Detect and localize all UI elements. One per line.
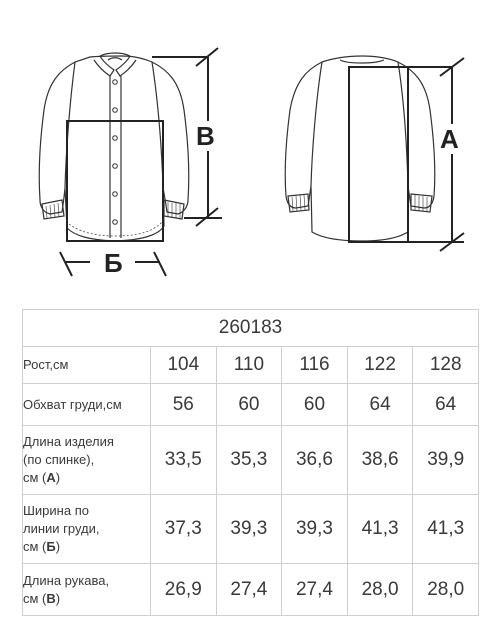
size-value: 128 bbox=[413, 347, 479, 384]
table-row bbox=[23, 495, 479, 564]
table-cell: 64 bbox=[347, 384, 413, 426]
table-cell: 60 bbox=[216, 384, 282, 426]
product-code: 260183 bbox=[23, 310, 479, 347]
back-length-letter: А bbox=[440, 124, 459, 154]
table-cell: 28,0 bbox=[347, 564, 413, 616]
table-cell: 60 bbox=[282, 384, 348, 426]
table-code-row bbox=[23, 310, 479, 347]
table-cell: 56 bbox=[151, 384, 217, 426]
back-length-dimension bbox=[408, 58, 464, 251]
table-cell: 64 bbox=[413, 384, 479, 426]
label-line: см (Б) bbox=[23, 539, 61, 554]
length-label bbox=[23, 426, 151, 495]
table-cell: 37,3 bbox=[151, 495, 217, 564]
label-line: Длина изделия bbox=[23, 434, 114, 449]
size-table bbox=[22, 309, 479, 616]
width-letter: Б bbox=[104, 248, 123, 278]
measure-letter: А bbox=[46, 470, 56, 485]
table-cell: 39,3 bbox=[282, 495, 348, 564]
height-label: Рост,см bbox=[23, 347, 151, 384]
label-text: см ( bbox=[23, 470, 47, 485]
sleeve-length-label bbox=[23, 564, 151, 616]
table-row bbox=[23, 426, 479, 495]
label-line: Ширина по bbox=[23, 503, 89, 518]
table-row bbox=[23, 347, 479, 384]
sleeve-letter: В bbox=[196, 121, 215, 151]
back-shirt-drawing bbox=[285, 56, 435, 241]
size-value: 110 bbox=[216, 347, 282, 384]
size-value: 116 bbox=[282, 347, 348, 384]
size-value: 122 bbox=[347, 347, 413, 384]
table-cell: 39,9 bbox=[413, 426, 479, 495]
label-line: см (В) bbox=[23, 590, 61, 606]
table-cell: 36,6 bbox=[282, 426, 348, 495]
table-cell: 39,3 bbox=[216, 495, 282, 564]
table-cell: 35,3 bbox=[216, 426, 282, 495]
label-line: см (А) bbox=[23, 470, 61, 485]
table-cell: 27,4 bbox=[216, 564, 282, 616]
table-row bbox=[23, 564, 479, 616]
measure-letter: В bbox=[46, 590, 56, 606]
table-cell: 27,4 bbox=[282, 564, 348, 616]
garment-sketch bbox=[0, 0, 500, 300]
table-cell: 26,9 bbox=[151, 564, 217, 616]
table-cell: 28,0 bbox=[413, 564, 479, 616]
measure-letter: Б bbox=[46, 539, 56, 554]
chest-width-label bbox=[23, 495, 151, 564]
table-cell: 38,6 bbox=[347, 426, 413, 495]
table-row bbox=[23, 384, 479, 426]
table-cell: 41,3 bbox=[413, 495, 479, 564]
label-text: см ( bbox=[23, 539, 47, 554]
label-line: линии груди, bbox=[23, 521, 100, 536]
table-cell: 33,5 bbox=[151, 426, 217, 495]
chest-girth-label: Обхват груди,см bbox=[23, 384, 151, 426]
back-length-marker bbox=[349, 67, 408, 242]
label-line: Длина рукава, bbox=[23, 572, 110, 588]
label-text: см ( bbox=[23, 590, 47, 606]
table-cell: 41,3 bbox=[347, 495, 413, 564]
size-value: 104 bbox=[151, 347, 217, 384]
label-line: (по спинке), bbox=[23, 452, 95, 467]
